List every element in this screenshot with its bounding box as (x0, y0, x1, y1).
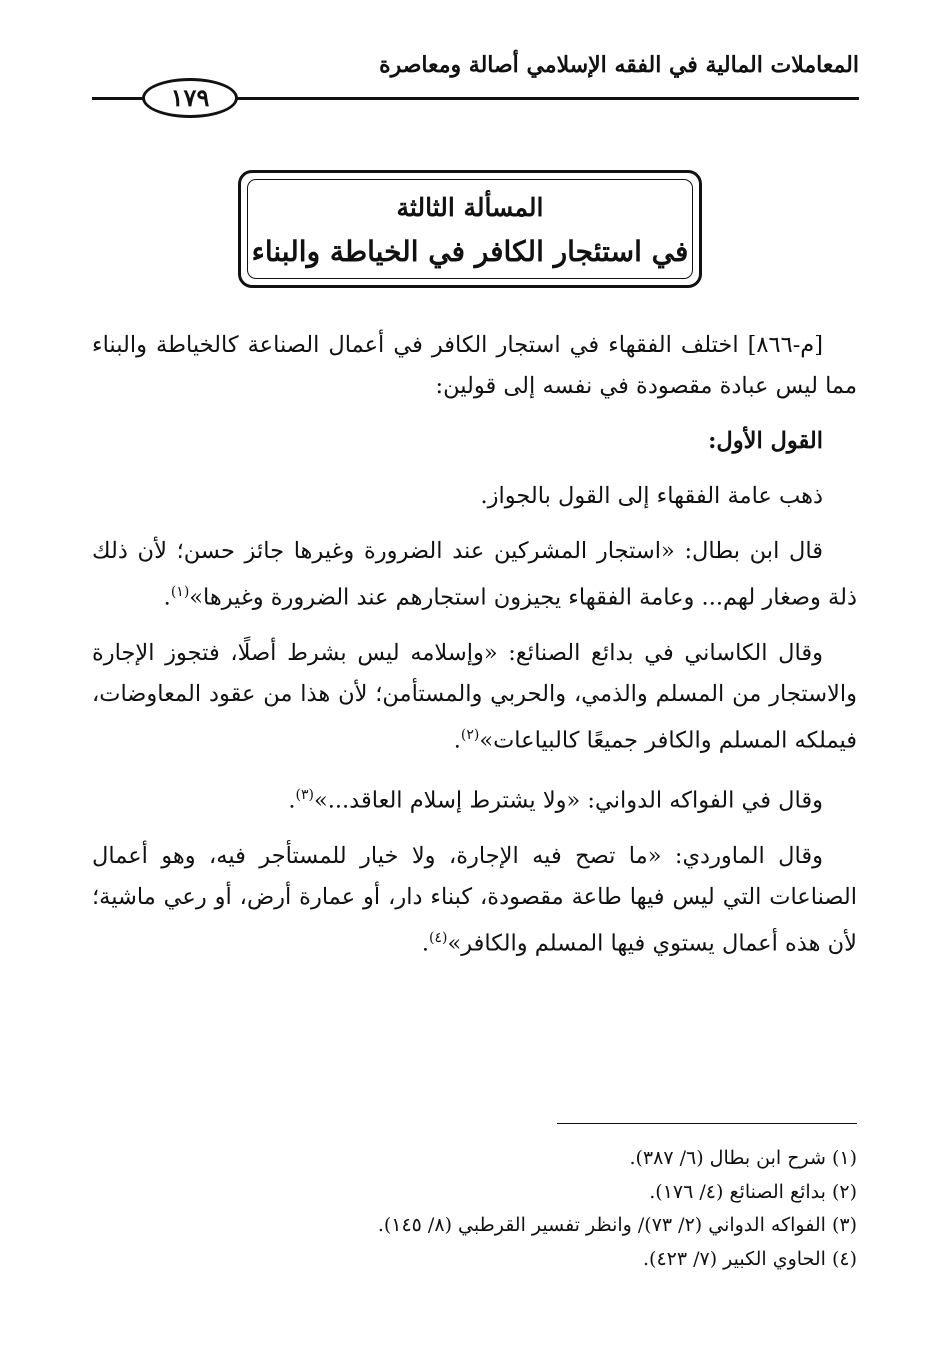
footnote-ref: (٢) (460, 726, 480, 743)
footnote-item: (٣) الفواكه الدواني (٢/ ٧٣)/ وانظر تفسير القرطبي (٨/ ١٤٥). (377, 1214, 857, 1236)
punctuation: . (453, 727, 461, 753)
section-title: المسألة الثالثة (396, 193, 544, 222)
footnote-item: (٤) الحاوي الكبير (٧/ ٤٢٣). (642, 1247, 857, 1270)
paragraph-fawakih (92, 775, 857, 822)
quote-text: وقال الكاساني في بدائع الصنائع: «وإسلامه ليس بشرط أصلًا، فتجوز الإجارة والاستجار من المسلم والذمي، والحربي والمستأمن؛ لأن هذا من عقود المعاوضات، فيملكه المسلم والكافر جميعًا كالبياعات» (92, 639, 857, 753)
punctuation: . (421, 930, 429, 956)
paragraph-kasani (92, 633, 857, 762)
punctuation: . (288, 787, 296, 814)
footnotes (92, 1142, 857, 1276)
title-frame (238, 170, 702, 288)
footnote-item: (٢) بدائع الصنائع (٤/ ١٧٦). (649, 1180, 857, 1203)
footnote-ref: (٣) (295, 787, 314, 803)
running-title: المعاملات المالية في الفقه الإسلامي أصالة ومعاصرة (379, 52, 859, 78)
footnote-item: (١) شرح ابن بطال (٦/ ٣٨٧). (629, 1147, 857, 1169)
quote-text: قال ابن بطال: «استجار المشركين عند الضرورة وغيرها جائز حسن؛ لأن ذلك ذلة وصغار لهم... وعامة الفقهاء يجيزون استجارهم عند الضرورة وغيرها» (92, 538, 857, 611)
paragraph-majority: ذهب عامة الفقهاء إلى القول بالجواز. (480, 483, 823, 509)
quote-text: وقال في الفواكه الدواني: «ولا يشترط إسلام العاقد...» (313, 787, 823, 814)
punctuation: . (163, 584, 171, 611)
footnote-ref: (٤) (428, 929, 448, 946)
footnote-ref: (١) (170, 584, 190, 600)
paragraph-intro: [م-٨٦٦] اختلف الفقهاء في استجار الكافر في أعمال الصناعة كالخياطة والبناء مما ليس عبادة مقصودة في نفسه إلى قولين: (92, 332, 857, 399)
section-subtitle: في استئجار الكافر في الخياطة والبناء (251, 235, 689, 268)
quote-text: وقال الماوردي: «ما تصح فيه الإجارة، ولا خيار للمستأجر فيه، وهو أعمال الصناعات التي ليس فيها طاعة مقصودة، كبناء دار، أو عمارة أرض، أو رعي ماشية؛ لأن هذه أعمال يستوي فيها المسلم والكافر» (92, 842, 857, 956)
footnote-rule (557, 1123, 857, 1124)
opinion-heading: القول الأول: (708, 428, 823, 454)
body-text (92, 325, 857, 964)
paragraph-ibn-battal (92, 531, 857, 619)
paragraph-mawardi (92, 836, 857, 965)
page-number: ١٧٩ (142, 78, 238, 118)
